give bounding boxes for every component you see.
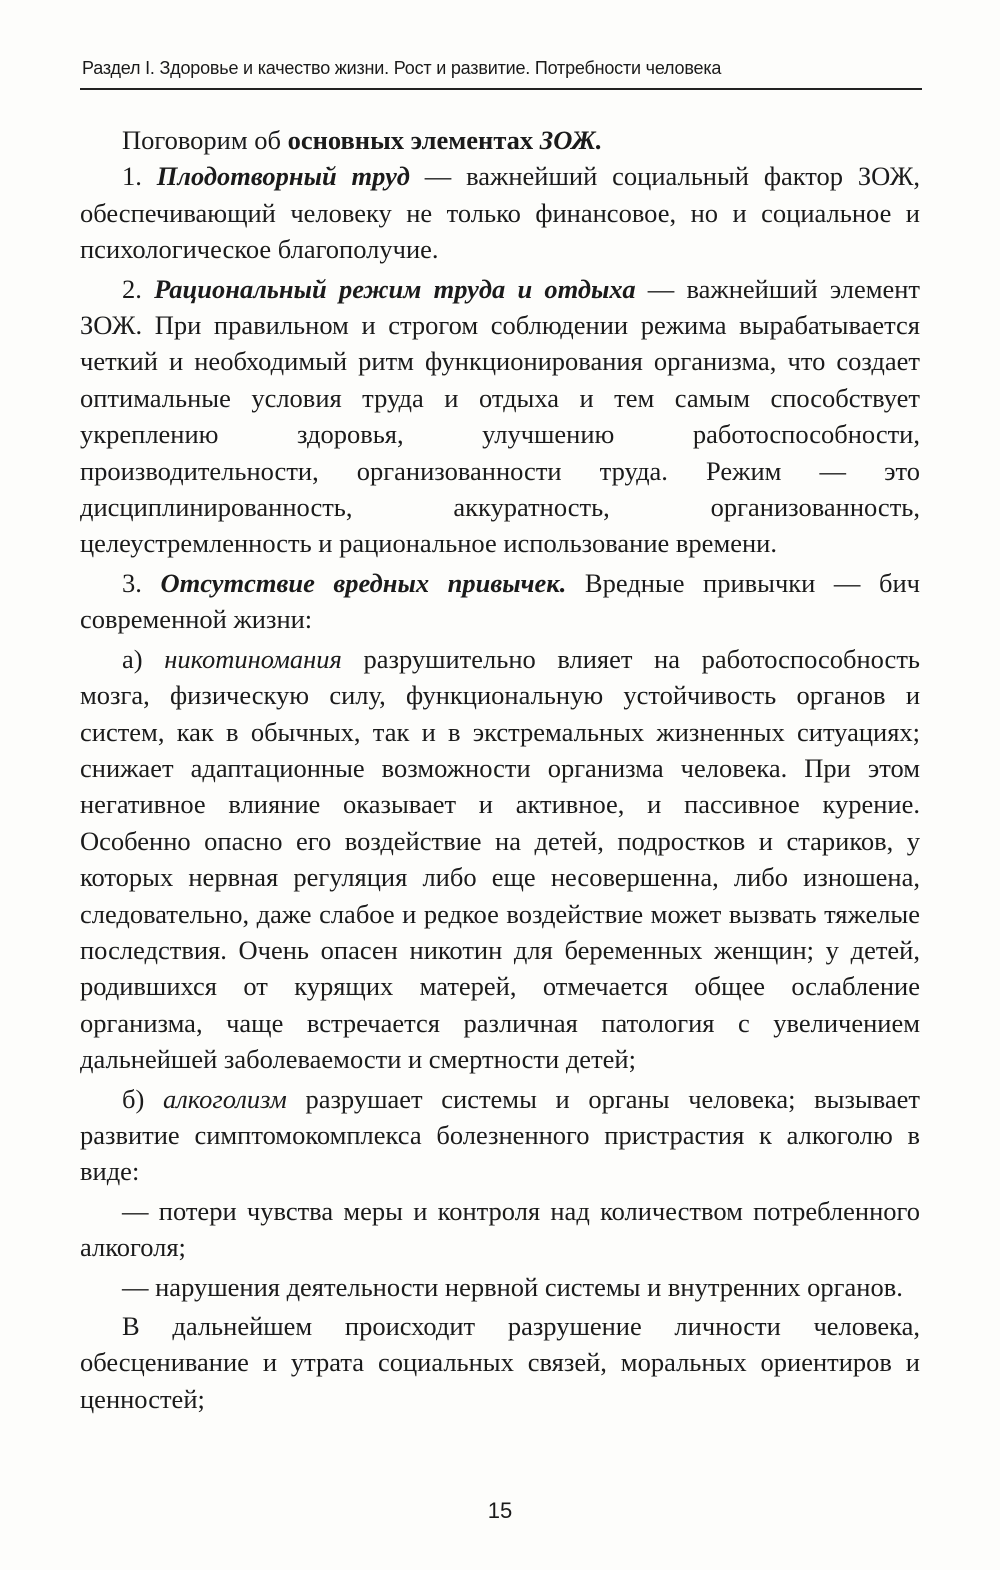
item-1-text: — важнейший социальный фактор ЗОЖ, обеспечивающий человеку не только финансовое, но и социальное и психологическое благополучие. xyxy=(80,161,921,265)
item-1-number: 1. xyxy=(122,161,157,192)
sub-a-text: разрушительно влияет на работоспособность мозга, физическую силу, функциональную устойчивость органов и систем, как в обычных, так и в экстремальных жизненных ситуациях; снижает адаптационные возможности организма человека. При этом негативное влияние оказывает и активное, и пассивное курение. Особенно опасно его воздействие на детей, подростков и стариков, у которых нервная регуляция либо еще несовершенна, либо изношена, следовательно, даже слабое и редкое воздействие может вызвать тяжелые последствия. Очень опасен никотин для беременных женщин; у детей, родившихся от курящих матерей, отмечается общее ослабление организма, чаще встречается различная патология с увеличением дальнейшей заболеваемости и смертности детей; xyxy=(80,643,920,1075)
intro-paragraph xyxy=(80,122,920,158)
item-3-number: 3. xyxy=(122,567,161,598)
dash-item: — нарушения деятельности нервной системы и внутренних органов. xyxy=(122,1271,903,1302)
closing-paragraph: В дальнейшем происходит разрушение личности человека, обесценивание и утрата социальных связей, моральных ориентиров и ценностей; xyxy=(80,1311,920,1414)
sub-b-prefix: б) xyxy=(122,1083,163,1114)
sub-b-term: алкоголизм xyxy=(162,1083,287,1114)
header-divider xyxy=(80,88,922,90)
sub-b-paragraph xyxy=(80,1081,920,1190)
intro-bold: основных элементах xyxy=(287,125,540,155)
item-1-term: Плодотворный труд xyxy=(156,161,410,192)
item-2-text: — важнейший элемент ЗОЖ. При правильном и строгом соблюдении режима вырабатывается четкий и необходимый ритм функционирования организма, что создает оптимальные условия труда и отдыха и тем самым способствует укреплению здоровья, улучшению работоспособности, производительности, организованности труда. Режим — это дисциплинированность, аккуратность, организованность, целеустремленность и рациональное использование времени. xyxy=(80,273,921,559)
sub-a-term: никотиномания xyxy=(164,643,342,674)
dash-item: — потери чувства меры и контроля над количеством потребленного алкоголя; xyxy=(80,1195,920,1263)
page-number: 15 xyxy=(487,1498,513,1523)
intro-bold-italic: ЗОЖ. xyxy=(539,125,603,155)
item-2-number: 2. xyxy=(122,273,155,304)
item-1-paragraph xyxy=(80,158,920,267)
sub-b-text: разрушает системы и органы человека; вызывает развитие симптомокомплекса болезненного пристрастия к алкоголю в виде: xyxy=(80,1083,920,1187)
item-3-text: Вредные привычки — бич современной жизни: xyxy=(80,567,920,635)
sub-a-prefix: а) xyxy=(122,643,165,674)
running-header: Раздел I. Здоровье и качество жизни. Рост и развитие. Потребности человека xyxy=(82,58,722,78)
item-2-term: Рациональный режим труда и отдыха xyxy=(154,273,636,304)
item-3-term: Отсутствие вредных привычек. xyxy=(160,567,567,598)
intro-lead: Поговорим об xyxy=(122,125,288,155)
item-3-paragraph xyxy=(80,565,920,638)
page-body xyxy=(80,122,920,1417)
item-2-paragraph xyxy=(80,271,920,562)
sub-a-paragraph xyxy=(80,641,920,1078)
